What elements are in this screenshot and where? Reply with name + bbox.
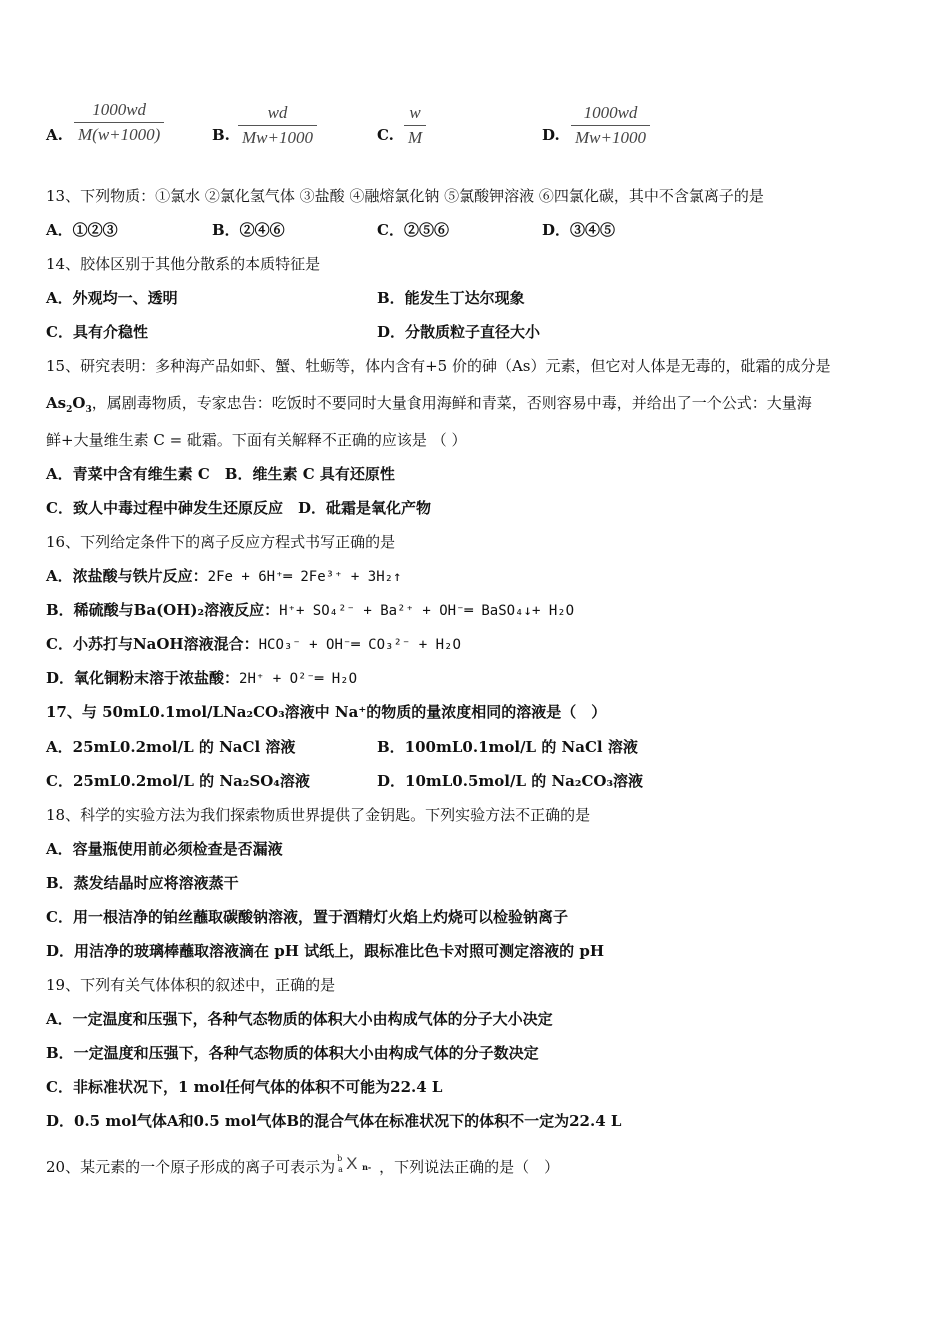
q16-option-a[interactable] [46, 565, 402, 588]
q12-option-d-label: D. [542, 126, 560, 144]
q15-stem-line1: 15、研究表明：多种海产品如虾、蟹、牡蛎等，体内含有+5 价的砷（As）元素，但它对人体是无毒的，砒霜的成分是 [46, 357, 831, 375]
q18-stem: 18、科学的实验方法为我们探索物质世界提供了金钥匙。下列实验方法不正确的是 [46, 806, 591, 824]
q17-option-b[interactable]: B．100mL0.1mol/L 的 NaCl 溶液 [377, 738, 638, 756]
q16-option-c-label: C．小苏打与NaOH溶液混合： [46, 635, 259, 653]
q19-stem: 19、下列有关气体体积的叙述中，正确的是 [46, 976, 336, 994]
q13-option-b[interactable]: B．②④⑥ [212, 221, 285, 239]
q15-stem-line3: 鲜+大量维生素 C = 砒霜。下面有关解释不正确的应该是 （ ） [46, 431, 467, 449]
q18-option-c[interactable]: C．用一根洁净的铂丝蘸取碳酸钠溶液，置于酒精灯火焰上灼烧可以检验钠离子 [46, 908, 568, 926]
q17-stem: 17、与 50mL0.1mol/LNa₂CO₃溶液中 Na⁺的物质的量浓度相同的溶液是（ ） [46, 703, 607, 721]
q12-option-d-numerator: 1000wd [583, 103, 638, 122]
q20-nuclide-symbol [335, 1156, 379, 1178]
q12-option-a-numerator: 1000wd [92, 100, 147, 119]
q13-option-a[interactable]: A．①②③ [46, 221, 118, 239]
q12-option-a-fraction[interactable] [74, 100, 164, 145]
q12-option-a-denominator: M(w+1000) [78, 125, 161, 144]
q14-stem: 14、胶体区别于其他分散系的本质特征是 [46, 255, 321, 273]
q14-option-b[interactable]: B．能发生丁达尔现象 [377, 289, 525, 307]
fraction-bar [74, 122, 164, 123]
q17-option-c[interactable]: C．25mL0.2mol/L 的 Na₂SO₄溶液 [46, 772, 310, 790]
q15-stem-line2 [46, 392, 812, 414]
q20-nuclide-x: X [346, 1154, 358, 1173]
q12-option-d-denominator: Mw+1000 [575, 128, 646, 147]
fraction-bar [571, 125, 650, 126]
q20-nuclide-mass: b [337, 1154, 343, 1163]
q16-option-d[interactable] [46, 667, 357, 690]
q19-option-b[interactable]: B．一定温度和压强下，各种气态物质的体积大小由构成气体的分子数决定 [46, 1044, 539, 1062]
q17-option-a[interactable]: A．25mL0.2mol/L 的 NaCl 溶液 [46, 738, 296, 756]
q19-option-c[interactable]: C．非标准状况下，1 mol任何气体的体积不可能为22.4 L [46, 1078, 443, 1096]
q16-option-b-label: B．稀硫酸与Ba(OH)₂溶液反应： [46, 601, 280, 619]
q12-option-a-label: A. [46, 126, 63, 144]
q12-option-b-fraction[interactable] [238, 103, 317, 148]
q18-option-a[interactable]: A．容量瓶使用前必须检查是否漏液 [46, 840, 283, 858]
q16-option-c[interactable] [46, 633, 461, 656]
q20-stem-pre: 20、某元素的一个原子形成的离子可表示为 [46, 1158, 336, 1176]
q15-stem-line2-text: ，属剧毒物质，专家忠告：吃饭时不要同时大量食用海鲜和青菜，否则容易中毒，并给出了一个公式：大量海 [91, 394, 812, 412]
q12-option-c-denominator: M [408, 128, 423, 147]
q13-option-c[interactable]: C．②⑤⑥ [377, 221, 449, 239]
q16-option-d-label: D．氧化铜粉末溶于浓盐酸： [46, 669, 240, 687]
q15-formula-sub1: 2 [66, 405, 73, 415]
q12-option-c-numerator: w [409, 103, 421, 122]
q19-option-a[interactable]: A．一定温度和压强下，各种气态物质的体积大小由构成气体的分子大小决定 [46, 1010, 553, 1028]
q18-option-d[interactable]: D．用洁净的玻璃棒蘸取溶液滴在 pH 试纸上，跟标准比色卡对照可测定溶液的 pH [46, 942, 604, 960]
q20-stem-post: ，下列说法正确的是（ ） [379, 1158, 560, 1176]
q15-formula-as: As [46, 394, 67, 412]
q12-option-b-denominator: Mw+1000 [242, 128, 313, 147]
q12-option-b-label: B. [212, 126, 230, 144]
fraction-bar [238, 125, 317, 126]
q16-option-b-equation: H⁺+ SO₄²⁻ + Ba²⁺ + OH⁻═ BaSO₄↓+ H₂O [279, 603, 575, 619]
q12-option-d-fraction[interactable] [571, 103, 650, 148]
q14-option-a[interactable]: A．外观均一、透明 [46, 289, 178, 307]
q18-option-b[interactable]: B．蒸发结晶时应将溶液蒸干 [46, 874, 239, 892]
q16-option-b[interactable] [46, 599, 574, 622]
q14-option-d[interactable]: D．分散质粒子直径大小 [377, 323, 541, 341]
q17-option-d[interactable]: D．10mL0.5mol/L 的 Na₂CO₃溶液 [377, 772, 644, 790]
q14-option-c[interactable]: C．具有介稳性 [46, 323, 148, 341]
q16-option-c-equation: HCO₃⁻ + OH⁻═ CO₃²⁻ + H₂O [258, 637, 461, 653]
q19-option-d[interactable]: D．0.5 mol气体A和0.5 mol气体B的混合气体在标准状况下的体积不一定为22.4 L [46, 1112, 622, 1130]
q20-stem [46, 1156, 559, 1178]
q16-option-d-equation: 2H⁺ + O²⁻═ H₂O [239, 671, 358, 687]
q15-formula-sub2: 3 [85, 405, 92, 415]
q15-formula-o: O [72, 394, 86, 412]
q15-options-cd[interactable]: C．致人中毒过程中砷发生还原反应 D．砒霜是氧化产物 [46, 499, 431, 517]
q16-option-a-equation: 2Fe + 6H⁺═ 2Fe³⁺ + 3H₂↑ [207, 569, 402, 585]
q13-stem: 13、下列物质：①氯水 ②氯化氢气体 ③盐酸 ④融熔氯化钠 ⑤氯酸钾溶液 ⑥四氯化碳，其中不含氯离子的是 [46, 187, 764, 205]
q15-options-ab[interactable]: A．青菜中含有维生素 C B．维生素 C 具有还原性 [46, 465, 395, 483]
q12-option-c-label: C. [377, 126, 394, 144]
q13-option-d[interactable]: D．③④⑤ [542, 221, 616, 239]
q20-nuclide-number: a [338, 1165, 343, 1174]
q16-option-a-label: A．浓盐酸与铁片反应： [46, 567, 208, 585]
q12-option-b-numerator: wd [267, 103, 288, 122]
q20-nuclide-charge: n- [362, 1162, 372, 1172]
q16-stem: 16、下列给定条件下的离子反应方程式书写正确的是 [46, 533, 396, 551]
q12-option-c-fraction[interactable] [404, 103, 426, 148]
fraction-bar [404, 125, 426, 126]
